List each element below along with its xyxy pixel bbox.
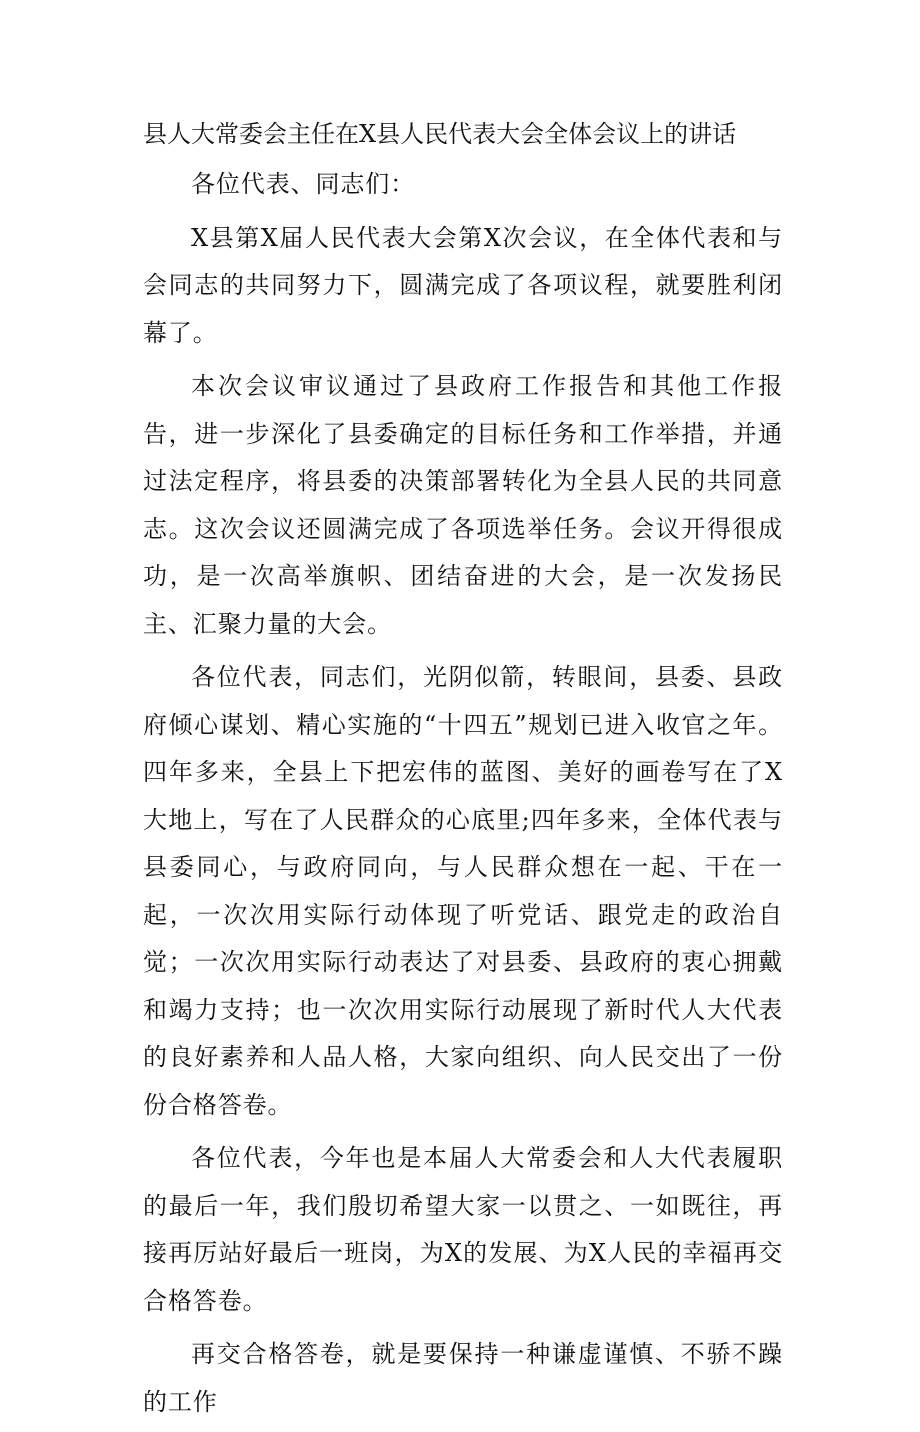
body-paragraph: 本次会议审议通过了县政府工作报告和其他工作报告，进一步深化了县委确定的目标任务和工作举措，并通过法定程序，将县委的决策部署转化为全县人民的共同意志。这次会议还圆满完成了各项选举任务。会议开得很成功，是一次高举旗帜、团结奋进的大会，是一次发扬民主、汇聚力量的大会。 xyxy=(143,372,783,638)
salutation-paragraph: 各位代表、同志们： xyxy=(191,170,416,198)
body-paragraph: X县第X届人民代表大会第X次会议，在全体代表和与会同志的共同努力下，圆满完成了各项议程，就要胜利闭幕了。 xyxy=(143,223,783,347)
body-paragraph: 各位代表，今年也是本届人大常委会和人大代表履职的最后一年，我们殷切希望大家一以贯之、一如既往，再接再厉站好最后一班岗，为X的发展、为X人民的幸福再交合格答卷。 xyxy=(143,1144,783,1315)
document-title: 县人大常委会主任在X县人民代表大会全体会议上的讲话 xyxy=(143,120,737,148)
body-paragraph: 各位代表，同志们，光阴似箭，转眼间，县委、县政府倾心谋划、精心实施的“十四五”规划已进入收官之年。四年多来，全县上下把宏伟的蓝图、美好的画卷写在了X大地上，写在了人民群众的心底里;四年多来，全体代表与县委同心，与政府同向，与人民群众想在一起、干在一起，一次次用实际行动体现了听党话、跟党走的政治自觉；一次次用实际行动表达了对县委、县政府的衷心拥戴和竭力支持；也一次次用实际行动展现了新时代人大代表的良好素养和人品人格，大家向组织、向人民交出了一份份合格答卷。 xyxy=(143,663,783,1119)
document-body xyxy=(143,161,783,1432)
body-paragraph: 再交合格答卷，就是要保持一种谦虚谨慎、不骄不躁的工作 xyxy=(143,1340,783,1416)
